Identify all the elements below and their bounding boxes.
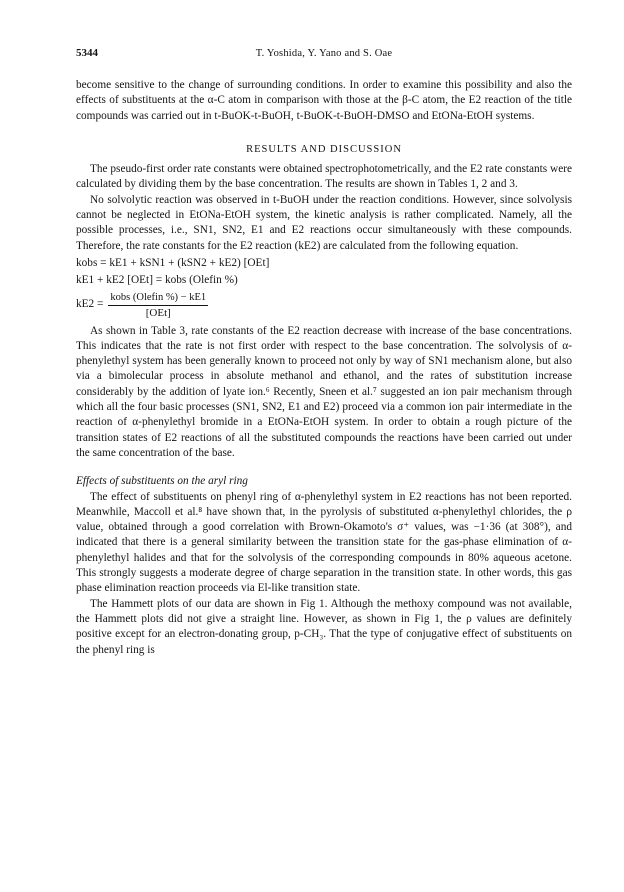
equation-1: kobs = kE1 + kSN1 + (kSN2 + kE2) [OEt] bbox=[76, 256, 270, 269]
results-heading: RESULTS AND DISCUSSION bbox=[246, 143, 402, 155]
results-paragraph-2: No solvolytic reaction was observed in t-BuOH under the reaction conditions. However, since solvolysis cannot be neglected in EtONa-EtOH system, the kinetic analysis is rather complicated. Namely, all the possible processes, i.e., SN1, SN2, E1 and E2 reactions occur simultaneously with these compounds. Therefore, the rate constants for the E2 reaction (kE2) are calculated from the following equation. bbox=[76, 193, 572, 252]
aryl-paragraph-2: The Hammett plots of our data are shown in Fig 1. Although the methoxy compound was not available, the Hammett plots did not give a straight line. However, as shown in Fig 1, the ρ values are definitely positive except for an electron-donating group, p-CH₃. That the type of conjugative effect of substituents on the phenyl ring is bbox=[76, 597, 572, 656]
page-number: 5344 bbox=[76, 47, 98, 59]
running-head: T. Yoshida, Y. Yano and S. Oae bbox=[255, 48, 393, 59]
equation-3-lhs: kE2 = bbox=[76, 298, 104, 311]
results-paragraph-1: The pseudo-first order rate constants were obtained spectrophotometrically, and the E2 rate constants were calculated by dividing them by the base concentration. The results are shown in Tables 1, 2 and 3. bbox=[76, 163, 572, 191]
equation-2: kE1 + kE2 [OEt] = kobs (Olefin %) bbox=[76, 274, 238, 287]
equation-3-fraction bbox=[108, 291, 208, 320]
page-header bbox=[76, 46, 572, 62]
equation-3-denominator: [OEt] bbox=[145, 306, 171, 319]
results-paragraph-3: As shown in Table 3, rate constants of the E2 reaction decrease with increase of the base concentrations. This indicates that the rate is not first order with respect to the base concentration. The solvolysis of α-phenylethyl system has been generally known to proceed not only by way of SN1 mechanism alone, but also via a bimolecular process in absolute methanol and ethanol, and the rates of substitution increase considerably by the addition of lyate ion.⁶ Recently, Sneen et al.⁷ suggested an ion pair mechanism through which all the four basic processes (SN1, SN2, E1 and E2) proceed via a common ion pair intermediate in the reaction of α-phenylethyl bromide in a EtONa-EtOH system. In order to obtain a rough picture of the transition states of E2 reactions of all the substituted compounds the reactions have been carried out under the same concentration of the base. bbox=[76, 324, 572, 459]
aryl-subheading: Effects of substituents on the aryl ring bbox=[76, 475, 248, 488]
equation-3 bbox=[76, 291, 572, 320]
aryl-paragraph-1: The effect of substituents on phenyl ring of α-phenylethyl system in E2 reactions has not been reported. Meanwhile, Maccoll et al.⁸ have shown that, in the pyrolysis of substituted α-phenylethyl chlorides, the ρ value, obtained through a good correlation with Brown-Okamoto's σ⁺ values, was −1·36 (at 308°), and indicated that there is a general similarity between the transition state for the gas-phase elimination of α-phenylethyl halides and that for the solvolysis of the corresponding compounds in 80% aqueous acetone. This strongly suggests a moderate degree of charge separation in the transition state. In other words, this gas phase elimination reaction proceeds via El-like transition state. bbox=[76, 490, 572, 595]
journal-page bbox=[76, 46, 572, 658]
intro-paragraph: become sensitive to the change of surrounding conditions. In order to examine this possibility and also the effects of substituents at the α-C atom in comparison with those at the β-C atom, the E2 reaction of the title compounds was carried out in t-BuOK-t-BuOH, t-BuOK-t-BuOH-DMSO and EtONa-EtOH systems. bbox=[76, 79, 572, 122]
equation-3-numerator: kobs (Olefin %) − kE1 bbox=[108, 291, 208, 306]
